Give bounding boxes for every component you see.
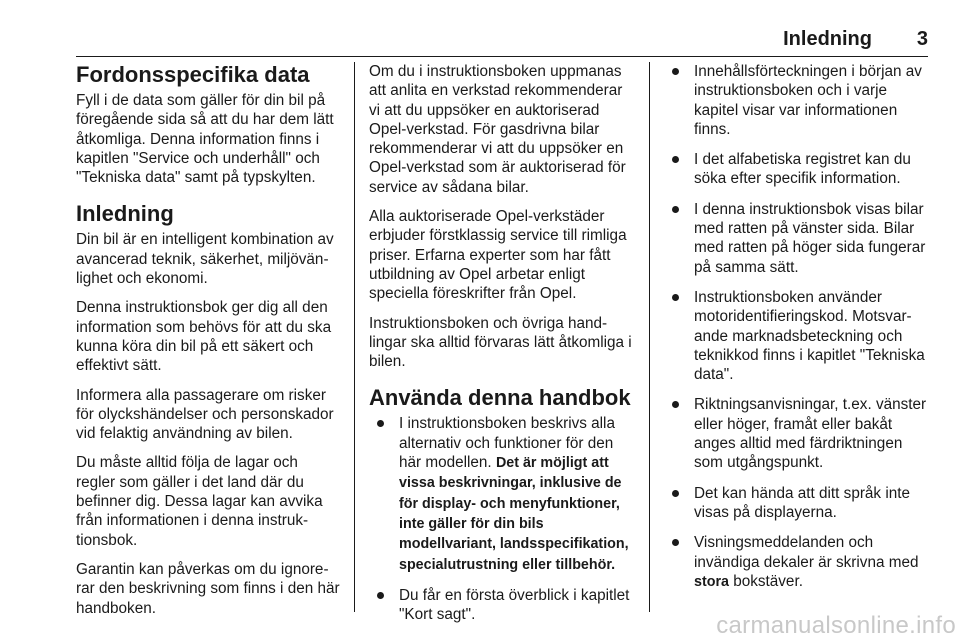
paragraph: Instruktionsboken och övriga handlingar ska alltid förvaras lätt åtkomliga i bilen. — [369, 314, 632, 371]
list-item-text: Riktningsanvisningar, t.ex. vänster eller höger, framåt eller bakåt anges alltid med färdriktningen som utgångspunkt. — [694, 396, 927, 472]
bullet-list — [369, 414, 634, 624]
paragraph: Garantin kan påverkas om du ignorerar den beskrivning som finns i den här handboken. — [76, 560, 340, 617]
page-number: 3 — [916, 28, 928, 50]
list-item-text: bokstäver. — [728, 572, 803, 590]
column-1 — [76, 62, 341, 628]
heading-introduction: Inledning — [76, 201, 174, 227]
list-item-text: Du får en första överblick i kapitlet "Kort sagt". — [399, 586, 630, 624]
watermark: carmanualsonline.info — [716, 612, 956, 639]
list-item — [369, 414, 634, 574]
bullet-dot — [672, 156, 679, 163]
bullet-dot — [672, 539, 679, 546]
list-item-text: I det alfabetiska registret kan du söka efter specifik information. — [694, 151, 911, 188]
paragraph-vehicle-data: Fyll i de data som gäller för din bil på föregående sida så att du har dem lätt åtkomliga. Denna information finns i kapitlen "Service och underhåll" och "Tekniska data" samt på typskylten. — [76, 92, 334, 187]
list-item — [664, 484, 930, 523]
list-item — [664, 150, 930, 189]
list-item — [664, 395, 930, 472]
bullet-dot — [377, 420, 384, 427]
list-item-bold-text: Det är möjligt att vissa beskrivningar, inklusive de för display- och menyfunktioner, inte gäller för din bils modellvariant, landsspecifikation, specialutrustning eller tillbehör. — [399, 455, 629, 573]
paragraph: Du måste alltid följa de lagar och regler som gäller i det land där du befinner dig. Dessa lagar kan avvika från informationen i denna instruktionsbok. — [76, 454, 323, 549]
running-title: Inledning — [783, 28, 872, 50]
heading-using-handbook: Använda denna handbok — [369, 385, 631, 411]
bullet-dot — [672, 490, 679, 497]
list-item-text: Det kan hända att ditt språk inte visas på displayerna. — [694, 484, 910, 521]
bullet-list — [664, 62, 930, 592]
list-item — [664, 62, 930, 139]
heading-vehicle-data: Fordonsspecifika data — [76, 62, 310, 87]
column-3 — [664, 62, 930, 603]
paragraph: Om du i instruktionsboken uppmanas att anlita en verkstad rekommenderar vi att du uppsöker en auktoriserad Opel-verkstad. För gasdrivna bilar rekommenderar vi att du uppsöker en Opel-verkstad som är auktoriserad för service av sådana bilar. — [369, 63, 626, 196]
bullet-dot — [672, 294, 679, 301]
bullet-dot — [672, 206, 679, 213]
column-divider-2 — [649, 62, 650, 612]
header-rule — [76, 56, 928, 57]
bullet-dot — [672, 401, 679, 408]
list-item-text: I instruktionsboken beskrivs alla alternativ och funktioner för den här modellen. — [399, 415, 615, 472]
bullet-dot — [377, 592, 384, 599]
list-item-text: Instruktionsboken använder motoridentifieringskod. Motsvarande marknadsbeteckning och teknikkod finns i kapitlet "Tekniska data". — [694, 288, 925, 384]
column-divider-1 — [354, 62, 355, 612]
bullet-dot — [672, 68, 679, 75]
paragraph: Alla auktoriserade Opel-verkstäder erbjuder förstklassig service till rimliga priser. Erfarna experter som har fått utbildning av Opel arbetar enligt speciella föreskrifter från Opel. — [369, 208, 627, 303]
list-item-bold-text: stora — [694, 573, 729, 590]
list-item — [664, 533, 930, 592]
list-item-text: Innehållsförteckningen i början av instruktionsboken och i varje kapitel visar var informationen finns. — [694, 63, 922, 138]
page-header — [0, 0, 960, 56]
paragraph: Din bil är en intelligent kombination av avancerad teknik, säkerhet, miljövänlighet och ekonomi. — [76, 231, 334, 288]
list-item — [664, 200, 930, 277]
paragraph: Informera alla passagerare om risker för olyckshändelser och personskador vid felaktig användning av bilen. — [76, 386, 334, 443]
paragraph: Denna instruktionsbok ger dig all den information som behövs för att du ska kunna köra din bil på ett säkert och effektivt sätt. — [76, 299, 332, 375]
list-item — [664, 288, 930, 384]
list-item-text: I denna instruktionsbok visas bilar med ratten på vänster sida. Bilar med ratten på höger sida fungerar på samma sätt. — [694, 200, 926, 276]
list-item-text: Visningsmeddelanden och invändiga dekaler är skrivna med — [694, 534, 919, 571]
list-item — [369, 586, 634, 625]
column-2 — [369, 62, 634, 635]
